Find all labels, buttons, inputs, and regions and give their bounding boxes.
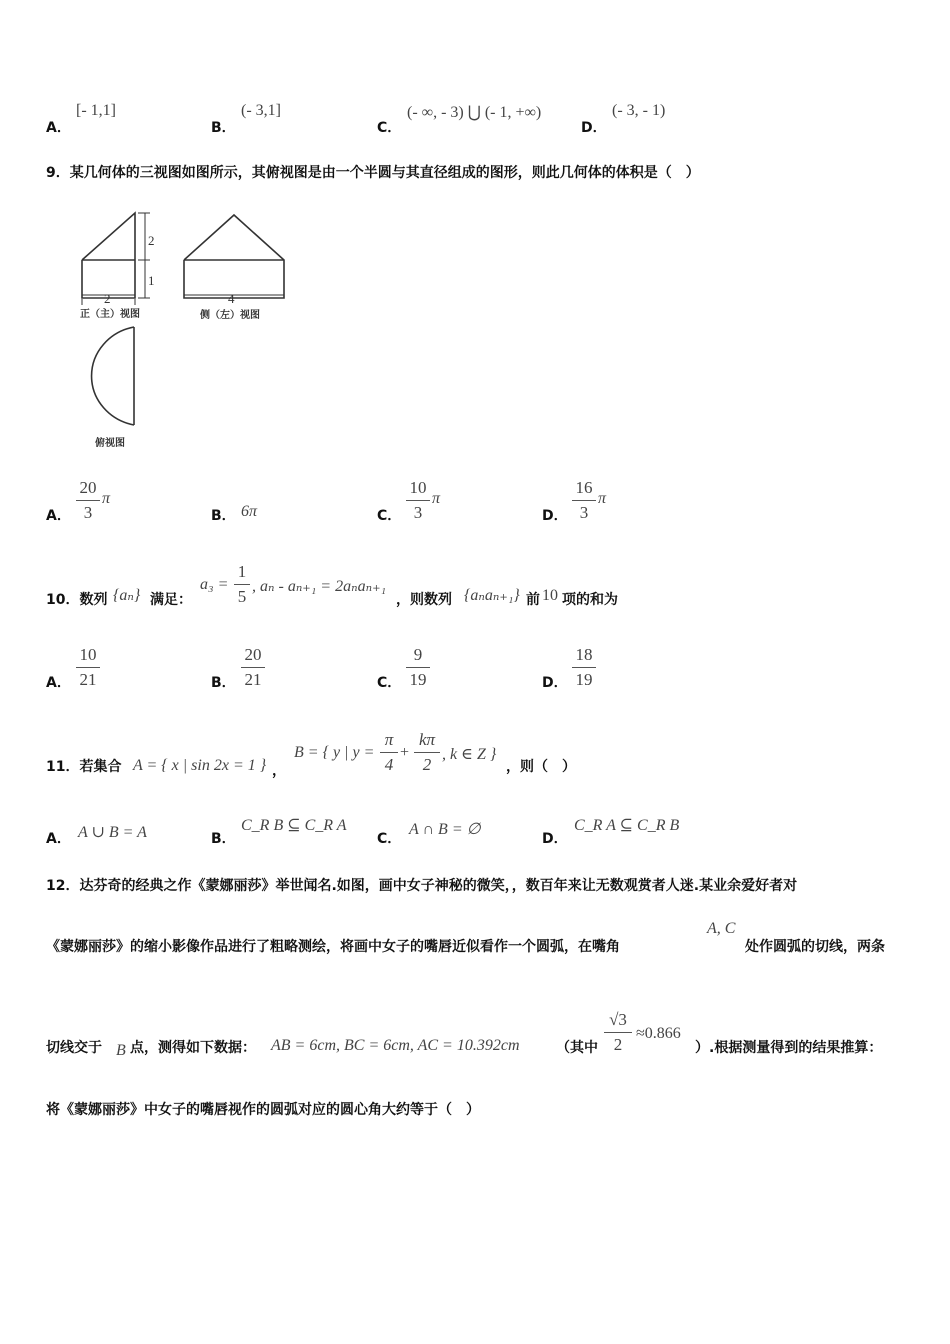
q11-set-b-suffix: , k ∈ Z } [442,746,497,763]
q9-option-c-fraction: 10 3 [406,478,430,523]
q11-plus: + [400,744,410,761]
side-view-caption: 侧（左）视图 [200,310,260,321]
q11-option-b-value: C_R B ⊆ C_R A [241,817,347,834]
q8-option-c-value: (- ∞, - 3) ⋃ (- 1, +∞) [407,104,542,121]
q8-option-a-value: [- 1,1] [76,102,116,119]
top-view-caption: 俯视图 [95,438,125,449]
q12-fraction-sqrt3-2: √3 2 [604,1010,632,1055]
q10-option-b-label: B． [211,675,236,691]
q9-option-b-label: B． [211,508,236,524]
dim-4: 4 [228,291,235,306]
q10-sequence: {aₙ} [113,587,141,604]
q9-option-a-fraction: 20 3 [76,478,100,523]
q12-line-1: 12．达芬奇的经典之作《蒙娜丽莎》举世闻名.如图，画中女子神秘的微笑，，数百年来让无数观赏者人迷.某业余爱好者对 [46,878,798,894]
q11-fraction-pi-4: π 4 [380,730,398,775]
q10-mid: 满足： [150,592,192,608]
q9-stem: 9．某几何体的三视图如图所示，其俯视图是由一个半圆与其直径组成的图形，则此几何体的体积是（ ） [46,165,700,181]
q10-option-d-fraction: 18 19 [572,645,596,690]
q9-option-c-pi: π [432,490,441,507]
q8-option-d-label: D． [581,120,607,136]
q11-set-a: A = { x | sin 2x = 1 } [133,757,267,774]
q12-points-ac: A, C [707,920,736,937]
q10-option-a-fraction: 10 21 [76,645,100,690]
q8-option-a-label: A． [46,120,71,136]
q9-option-d-fraction: 16 3 [572,478,596,523]
q11-option-d-label: D． [542,831,568,847]
front-view-caption: 正（主）视图 [80,309,140,320]
q12-line-3-prefix: 切线交于 [46,1040,102,1056]
q12-point-b: B [116,1042,126,1059]
q11-option-c-label: C． [377,831,402,847]
dim-2-top: 2 [148,233,155,248]
q10-cond-a3: a₃ = [200,576,229,593]
q10-option-c-fraction: 9 19 [406,645,430,690]
q11-option-a-value: A ∪ B = A [78,824,147,841]
q10-option-d-label: D． [542,675,568,691]
q12-line-3-mid: 点，测得如下数据： [130,1040,256,1056]
q12-line-2-suffix: 处作圆弧的切线，两条 [745,939,885,955]
q9-three-view-figure [70,205,300,455]
q11-comma: ， [272,763,286,779]
q11-fraction-kpi-2: kπ 2 [414,730,440,775]
q11-post: ，则（ ） [506,759,576,775]
dim-1: 1 [148,273,155,288]
q10-post3: 项的和为 [562,592,618,608]
q10-option-b-fraction: 20 21 [241,645,265,690]
q9-option-d-label: D． [542,508,568,524]
q10-cond-fraction: 1 5 [234,562,250,607]
q8-option-c-label: C． [377,120,402,136]
top-view [92,327,134,425]
q10-post1: ，则数列 [396,592,452,608]
q10-ten: 10 [542,587,558,604]
q8-option-d-value: (- 3, - 1) [612,102,666,119]
q12-line-2-prefix: 《蒙娜丽莎》的缩小影像作品进行了粗略测绘，将画中女子的嘴唇近似看作一个圆弧，在嘴角 [46,939,620,955]
front-view [82,213,150,305]
q11-option-d-value: C_R A ⊆ C_R B [574,817,680,834]
q10-cond-rest: , aₙ - aₙ₊₁ = 2aₙaₙ₊₁ [252,578,387,595]
q10-sequence-2: {aₙaₙ₊₁} [464,587,520,604]
q9-option-b-value: 6π [241,503,258,520]
dim-2-bottom: 2 [104,291,111,306]
q12-line-3-suffix: ）.根据测量得到的结果推算： [695,1040,883,1056]
q10-post2: 前 [526,592,540,608]
q12-approx: ≈0.866 [636,1025,681,1042]
q12-paren-open: （其中 [556,1040,598,1056]
q10-option-c-label: C． [377,675,402,691]
side-view [184,215,284,298]
q9-option-a-pi: π [102,490,111,507]
q11-option-b-label: B． [211,831,236,847]
q9-option-d-pi: π [598,490,607,507]
q12-line-4: 将《蒙娜丽莎》中女子的嘴唇视作的圆弧对应的圆心角大约等于（ ） [46,1102,480,1118]
q10-prefix: 10．数列 [46,592,108,608]
q8-option-b-value: (- 3,1] [241,102,281,119]
q8-option-b-label: B． [211,120,236,136]
q11-option-a-label: A． [46,831,71,847]
q11-prefix: 11．若集合 [46,759,122,775]
q9-option-a-label: A． [46,508,71,524]
q9-option-c-label: C． [377,508,402,524]
q11-option-c-value: A ∩ B = ∅ [409,821,481,838]
q11-set-b-prefix: B = { y | y = [294,744,375,761]
q12-measurements: AB = 6cm, BC = 6cm, AC = 10.392cm [271,1037,520,1054]
q10-option-a-label: A． [46,675,71,691]
